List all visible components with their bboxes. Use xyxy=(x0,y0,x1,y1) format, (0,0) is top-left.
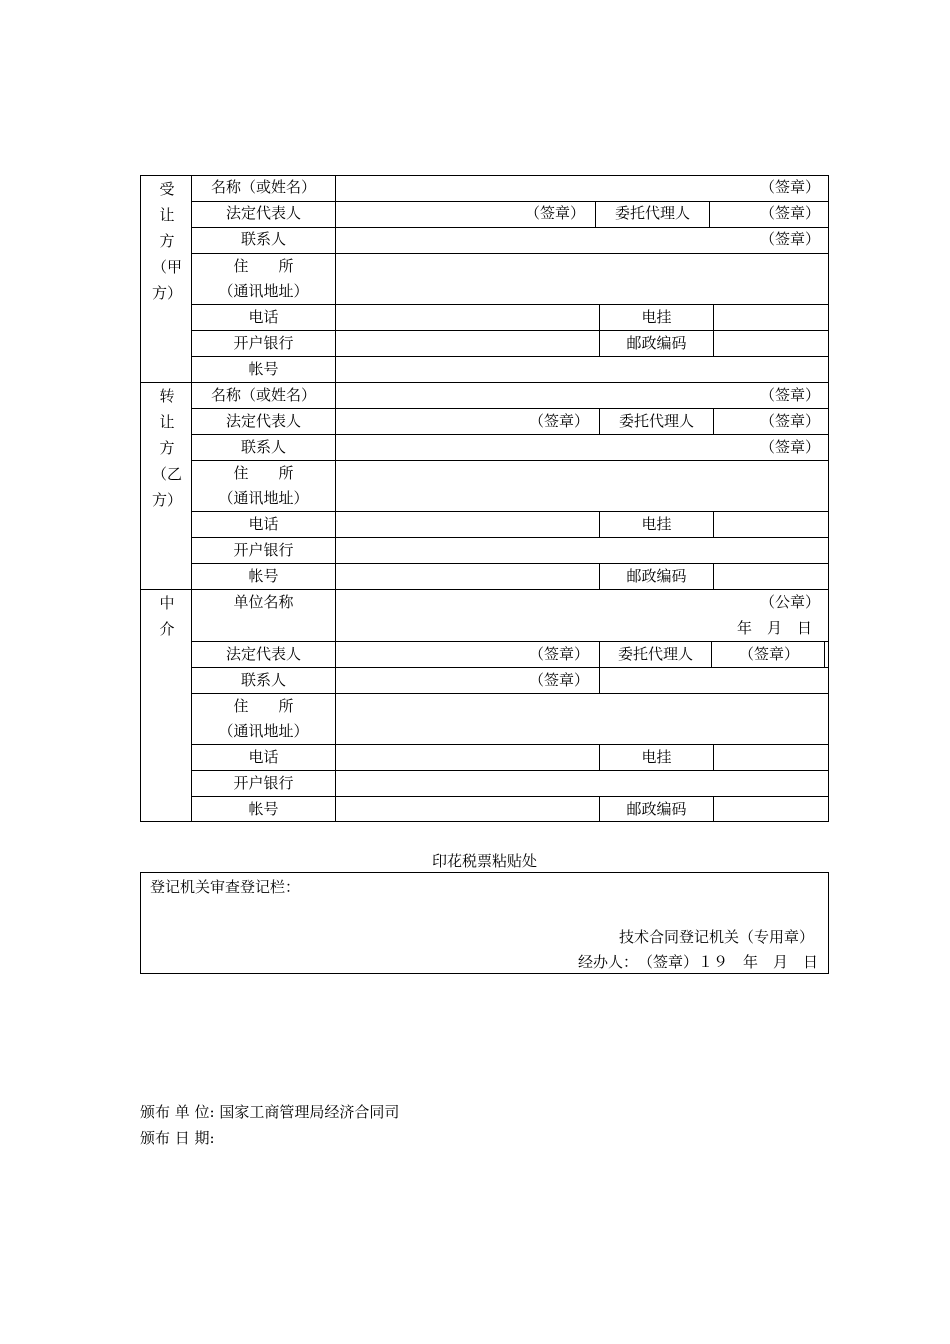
intermediary-contact-label: 联系人 xyxy=(240,671,286,689)
party-b-contact-label: 联系人 xyxy=(240,438,286,456)
intermediary-contact-seal: （签章） xyxy=(529,671,590,689)
row-line xyxy=(191,563,829,564)
cell-divider xyxy=(713,511,714,537)
row-line xyxy=(191,693,829,694)
registration-handler: 经办人： （签章）１９ 年 月 日 xyxy=(577,953,818,971)
row-line xyxy=(191,770,829,771)
row-line xyxy=(191,356,829,357)
row-line xyxy=(191,796,829,797)
intermediary-title: 中 介 xyxy=(159,594,175,638)
party-b-agent-label: 委托代理人 xyxy=(618,412,694,430)
col-divider xyxy=(335,175,336,822)
row-line xyxy=(191,330,829,331)
intermediary-unit-label: 单位名称 xyxy=(233,593,294,611)
party-a-legal-rep-seal: （签章） xyxy=(525,204,586,222)
intermediary-address-label-sub: （通讯地址） xyxy=(218,722,309,740)
party-a-agent-label: 委托代理人 xyxy=(614,204,690,222)
section-divider xyxy=(140,382,829,383)
party-b-legal-rep-seal: （签章） xyxy=(529,412,590,430)
party-b-account-label: 帐号 xyxy=(248,567,279,585)
intermediary-telegraph-label: 电挂 xyxy=(641,748,672,766)
intermediary-account-label: 帐号 xyxy=(248,800,279,818)
party-a-phone-label: 电话 xyxy=(248,308,279,326)
cell-divider xyxy=(713,796,714,822)
cell-divider xyxy=(713,744,714,770)
intermediary-bank-label: 开户银行 xyxy=(233,774,294,792)
row-line xyxy=(191,201,829,202)
party-a-contact-label: 联系人 xyxy=(240,230,286,248)
intermediary-agent-label: 委托代理人 xyxy=(617,645,693,663)
row-line xyxy=(191,511,829,512)
party-b-postcode-label: 邮政编码 xyxy=(626,567,687,585)
row-line xyxy=(191,227,829,228)
party-b-address-label: 住 所 xyxy=(233,464,294,482)
cell-divider xyxy=(711,641,712,667)
row-line xyxy=(191,641,829,642)
party-a-contact-seal: （签章） xyxy=(760,230,821,248)
party-b-title: 转 让 方 （乙 方） xyxy=(151,387,182,509)
intermediary-unit-seal: （公章） xyxy=(760,593,821,611)
party-b-telegraph-label: 电挂 xyxy=(641,515,672,533)
party-a-postcode-label: 邮政编码 xyxy=(626,334,687,352)
row-line xyxy=(191,460,829,461)
cell-divider xyxy=(824,641,825,667)
cell-divider xyxy=(713,304,714,356)
intermediary-date: 年 月 日 xyxy=(737,619,813,637)
cell-divider xyxy=(709,201,710,227)
intermediary-legal-rep-seal: （签章） xyxy=(529,645,590,663)
party-b-agent-seal: （签章） xyxy=(760,412,821,430)
party-b-phone-label: 电话 xyxy=(248,515,279,533)
section-divider xyxy=(140,589,829,590)
party-a-legal-rep-label: 法定代表人 xyxy=(225,204,301,222)
party-a-title: 受 让 方 （甲 方） xyxy=(151,180,182,302)
party-b-bank-label: 开户银行 xyxy=(233,541,294,559)
party-b-address-label-sub: （通讯地址） xyxy=(218,489,309,507)
party-a-account-label: 帐号 xyxy=(248,360,279,378)
party-b-name-label: 名称（或姓名） xyxy=(210,386,316,404)
row-line xyxy=(191,434,829,435)
party-a-name-seal: （签章） xyxy=(760,178,821,196)
cell-divider xyxy=(713,563,714,589)
row-line xyxy=(191,667,829,668)
party-b-contact-seal: （签章） xyxy=(760,438,821,456)
party-a-address-label: 住 所 xyxy=(233,257,294,275)
party-a-agent-seal: （签章） xyxy=(760,204,821,222)
party-a-telegraph-label: 电挂 xyxy=(641,308,672,326)
intermediary-phone-label: 电话 xyxy=(248,748,279,766)
footer-date: 颁布 日 期: xyxy=(140,1129,215,1147)
row-line xyxy=(191,408,829,409)
row-line xyxy=(191,304,829,305)
row-line xyxy=(191,537,829,538)
footer-issuer: 颁布 单 位: 国家工商管理局经济合同司 xyxy=(140,1103,400,1121)
party-a-name-label: 名称（或姓名） xyxy=(210,178,316,196)
intermediary-legal-rep-label: 法定代表人 xyxy=(225,645,301,663)
row-line xyxy=(191,253,829,254)
party-b-name-seal: （签章） xyxy=(760,386,821,404)
intermediary-address-label: 住 所 xyxy=(233,697,294,715)
party-a-bank-label: 开户银行 xyxy=(233,334,294,352)
registration-title: 登记机关审查登记栏： xyxy=(150,878,301,896)
cell-divider xyxy=(713,408,714,434)
registration-authority: 技术合同登记机关（专用章） xyxy=(618,928,814,946)
party-a-address-label-sub: （通讯地址） xyxy=(218,282,309,300)
intermediary-postcode-label: 邮政编码 xyxy=(626,800,687,818)
stamp-area-caption: 印花税票粘贴处 xyxy=(431,852,537,870)
intermediary-agent-seal: （签章） xyxy=(739,645,800,663)
row-line xyxy=(191,744,829,745)
party-b-legal-rep-label: 法定代表人 xyxy=(225,412,301,430)
